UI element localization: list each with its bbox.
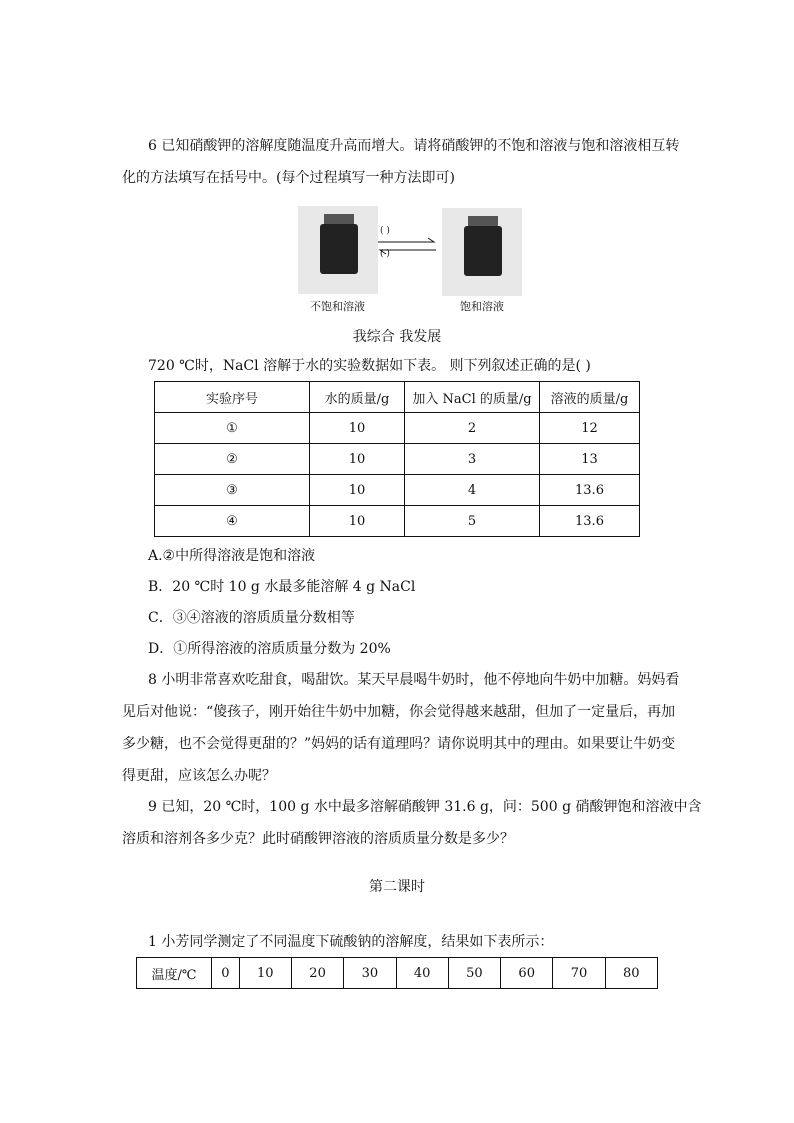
table-cell: 10 [310, 506, 405, 537]
solubility-table [136, 957, 658, 989]
q7-option-a: A.②中所得溶液是饱和溶液 [148, 548, 316, 564]
table-cell: ④ [155, 506, 310, 537]
q1-stem: 1 小芳同学测定了不同温度下硫酸钠的溶解度，结果如下表所示： [148, 934, 554, 950]
table-cell: 10 [310, 475, 405, 506]
q6-line1: 6 已知硝酸钾的溶解度随温度升高而增大。请将硝酸钾的不饱和溶液与饱和溶液相互转 [148, 138, 680, 154]
q8-line: 多少糖，也不会觉得更甜的？”妈妈的话有道理吗？请你说明其中的理由。如果要让牛奶变 [122, 736, 676, 752]
table-cell: 60 [501, 958, 553, 989]
q7-option-d: D．①所得溶液的溶质质量分数为 20% [148, 641, 391, 657]
table-cell: 40 [396, 958, 448, 989]
table-cell: 10 [310, 444, 405, 475]
q7-stem: 720 ℃时，NaCl 溶解于水的实验数据如下表。 则下列叙述正确的是( ) [148, 358, 591, 374]
unsaturated-solution-photo [298, 206, 378, 294]
table-cell: 70 [553, 958, 605, 989]
table-cell: 2 [405, 413, 540, 444]
saturated-label: 饱和溶液 [460, 300, 504, 313]
table-row [137, 958, 658, 989]
table-cell: 50 [448, 958, 500, 989]
table-cell: 13 [540, 444, 640, 475]
saturated-solution-photo [442, 208, 522, 296]
header-cell: 水的质量/g [310, 382, 405, 413]
table-cell: ② [155, 444, 310, 475]
table-cell: ① [155, 413, 310, 444]
table-row [155, 475, 640, 506]
table-cell: 13.6 [540, 475, 640, 506]
q8-line: 得更甜，应该怎么办呢？ [122, 768, 276, 784]
header-cell: 实验序号 [155, 382, 310, 413]
table-cell: ③ [155, 475, 310, 506]
table-row [155, 413, 640, 444]
table-cell: 10 [310, 413, 405, 444]
header-cell: 溶液的质量/g [540, 382, 640, 413]
table-cell: 5 [405, 506, 540, 537]
table-header-row [155, 382, 640, 413]
table-cell: 3 [405, 444, 540, 475]
section-title: 我综合 我发展 [352, 329, 442, 345]
q7-option-c: C．③④溶液的溶质质量分数相等 [148, 610, 355, 626]
table-row [155, 506, 640, 537]
q9-line: 9 已知，20 ℃时，100 g 水中最多溶解硝酸钾 31.6 g，问：500 g 硝酸钾饱和溶液中含 [148, 799, 702, 815]
table-cell: 12 [540, 413, 640, 444]
lesson2-title: 第二课时 [369, 879, 425, 895]
table-cell: 13.6 [540, 506, 640, 537]
unsaturated-label: 不饱和溶液 [310, 300, 365, 313]
paren-top: ( ) [380, 226, 390, 236]
table-cell: 30 [344, 958, 396, 989]
q6-line2: 化的方法填写在括号中。(每个过程填写一种方法即可) [122, 170, 455, 186]
q8-line: 见后对他说：“傻孩子，刚开始往牛奶中加糖，你会觉得越来越甜，但加了一定量后，再加 [122, 704, 676, 720]
q8-line: 8 小明非常喜欢吃甜食，喝甜饮。某天早晨喝牛奶时，他不停地向牛奶中加糖。妈妈看 [148, 672, 680, 688]
q9-line: 溶质和溶剂各多少克？此时硝酸钾溶液的溶质质量分数是多少？ [122, 831, 514, 847]
header-cell: 温度/℃ [137, 958, 212, 989]
q7-option-b: B．20 ℃时 10 g 水最多能溶解 4 g NaCl [148, 579, 416, 595]
paren-bottom: ( ) [380, 249, 390, 259]
nacl-data-table [154, 381, 640, 537]
header-cell: 加入 NaCl 的质量/g [405, 382, 540, 413]
table-cell: 10 [239, 958, 291, 989]
table-cell: 4 [405, 475, 540, 506]
table-cell: 0 [212, 958, 240, 989]
table-cell: 80 [605, 958, 657, 989]
table-cell: 20 [291, 958, 343, 989]
table-row [155, 444, 640, 475]
